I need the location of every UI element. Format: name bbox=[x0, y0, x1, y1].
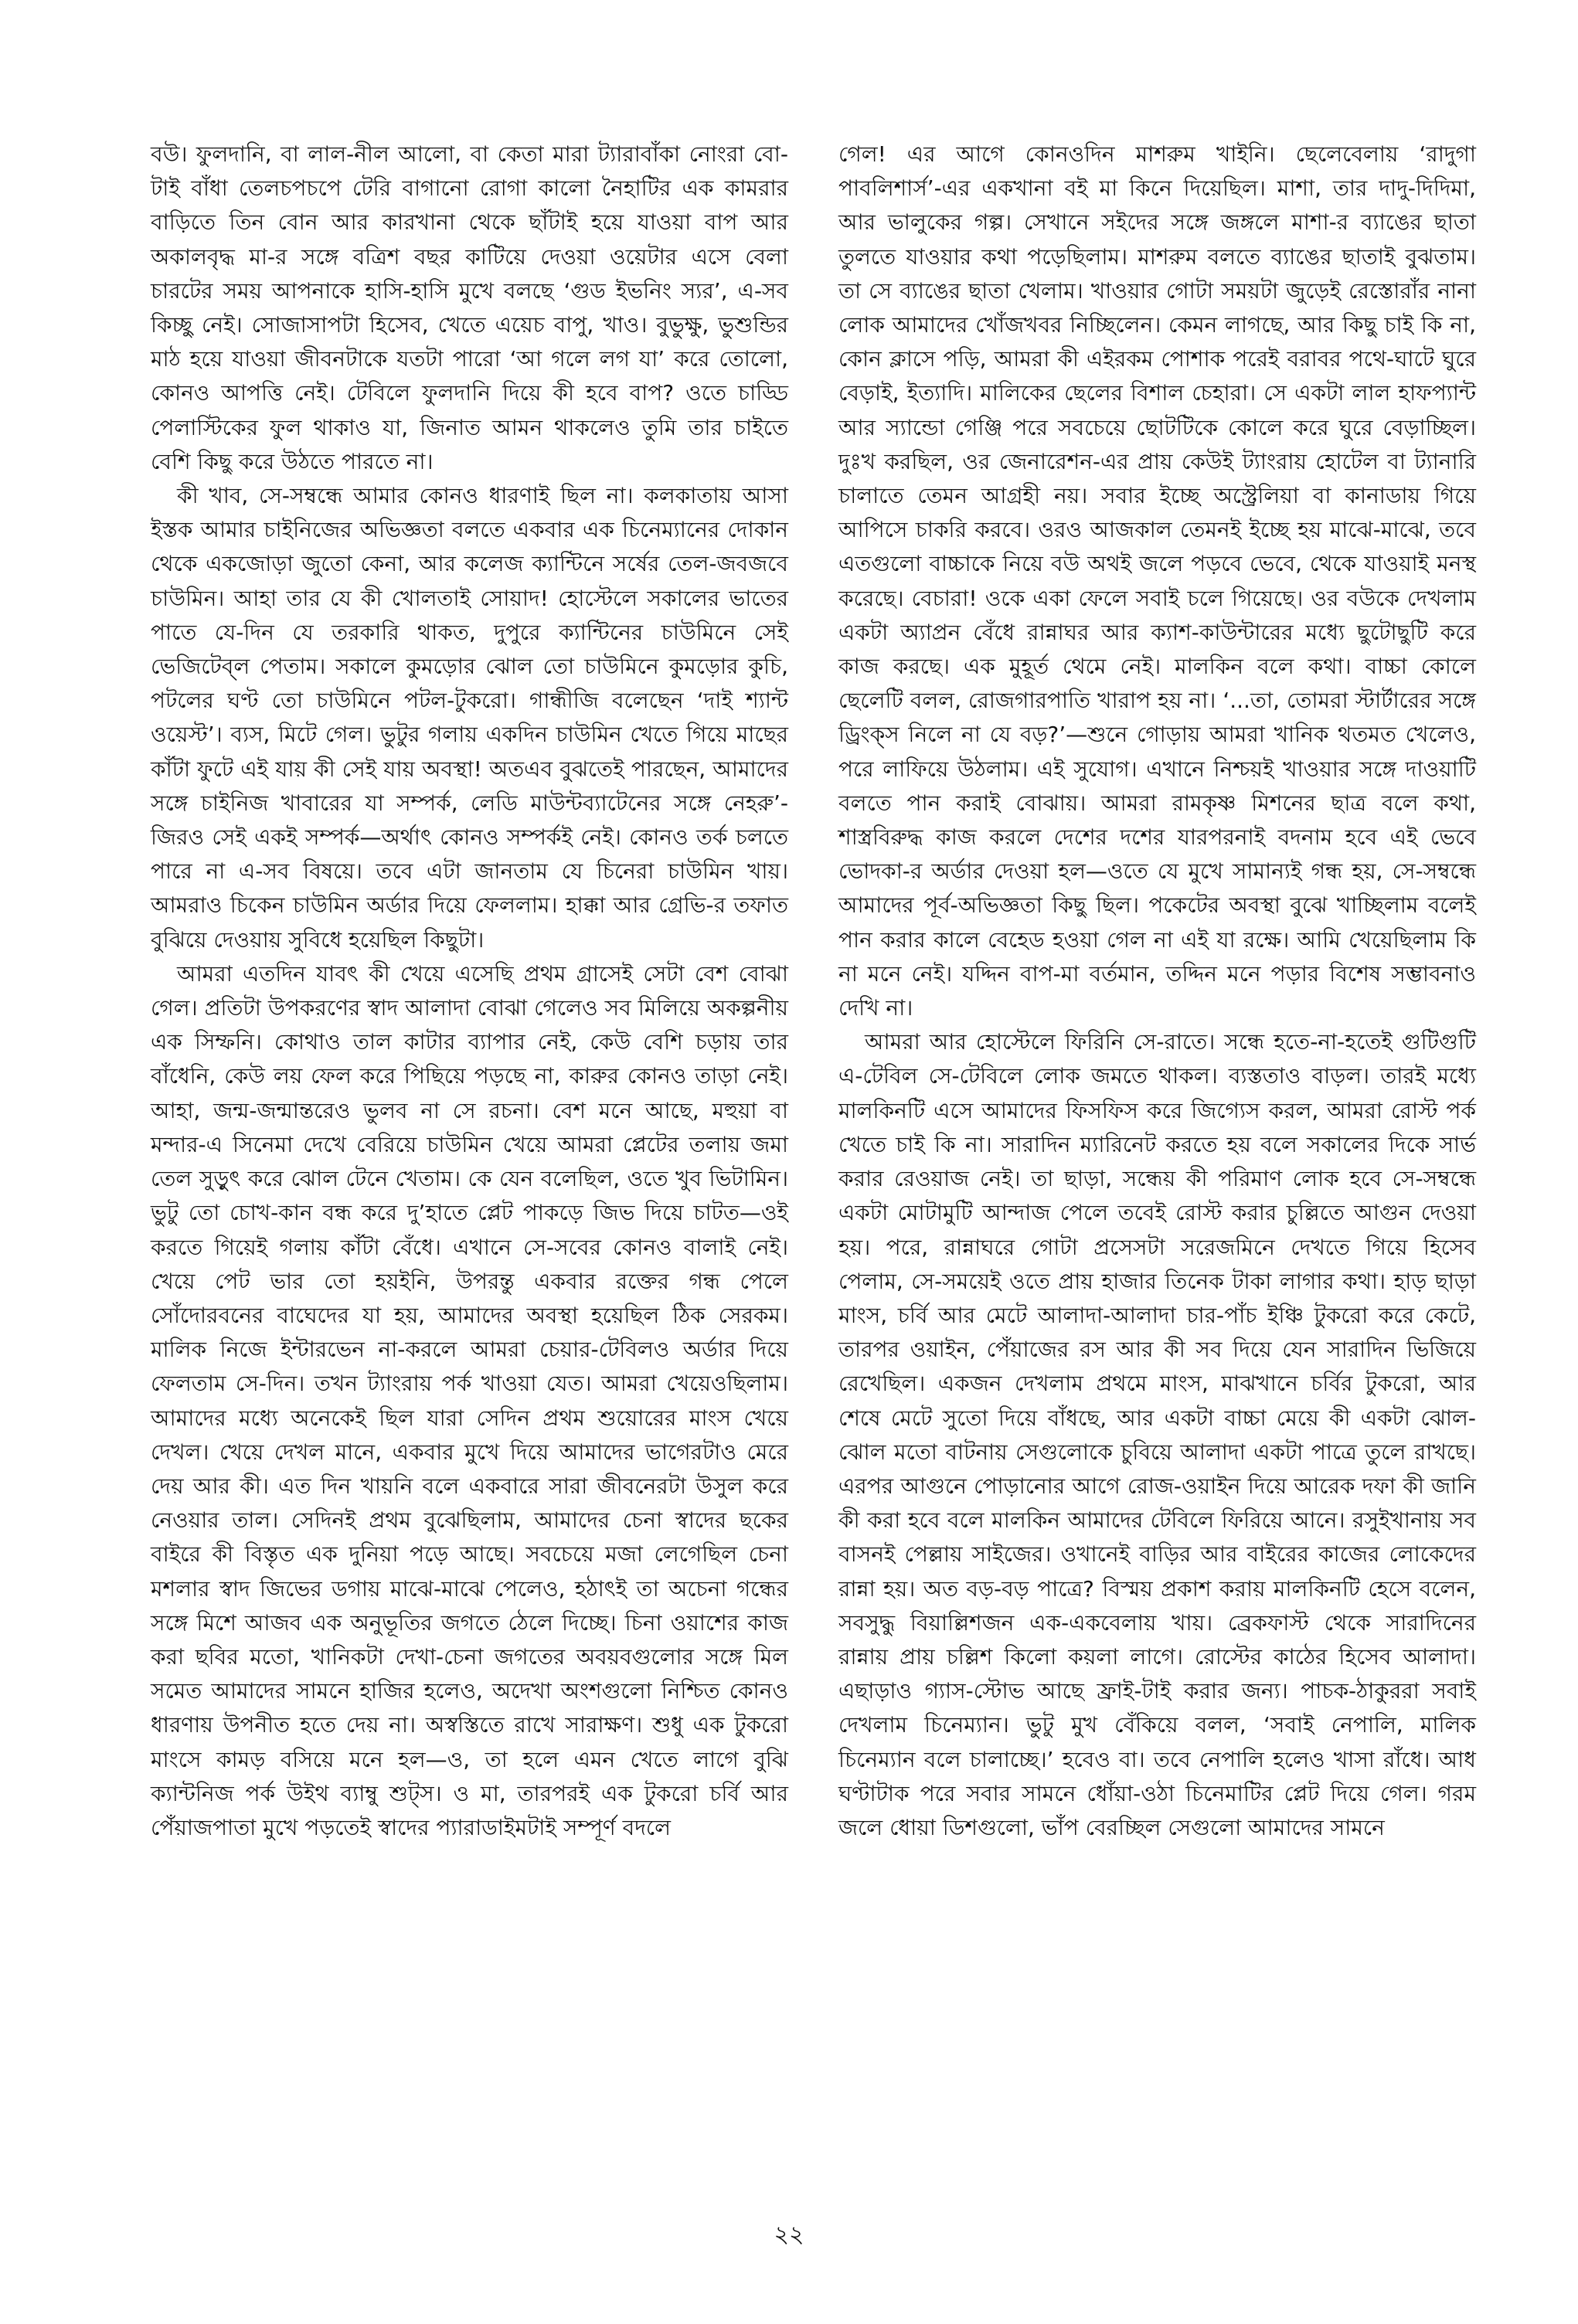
paragraph: আমরা এতদিন যাবৎ কী খেয়ে এসেছি প্রথম গ্রাসেই সেটা বেশ বোঝা গেল। প্রতিটা উপকরণের স্বাদ আলাদা বোঝা গেলেও সব মিলিয়ে অকল্পনীয় এক সিম্ফনি। কোথাও তাল কাটার ব্যাপার নেই, কেউ বেশি চড়ায় তার বাঁধেনি, কেউ লয় ফেল করে পিছিয়ে পড়ছে না, কারুর কোনও তাড়া নেই। আহা, জন্ম-জন্মান্তরেও ভুলব না সে রচনা। বেশ মনে আছে, মহুয়া বা মন্দার-এ সিনেমা দেখে বেরিয়ে চাউমিন খেয়ে আমরা প্লেটের তলায় জমা তেল সুড়ুৎ করে ঝোল টেনে খেতাম। কে যেন বলেছিল, ওতে খুব ভিটামিন। ভুটু তো চোখ-কান বন্ধ করে দু’হাতে প্লেট পাকড়ে জিভ দিয়ে চাটত—ওই করতে গিয়েই গলায় কাঁটা বেঁধে। এখানে সে-সবের কোনও বালাই নেই। খেয়ে পেট ভার তো হয়ইনি, উপরন্তু একবার রক্তের গন্ধ পেলে সোঁদোরবনের বাঘেদের যা হয়, আমাদের অবস্থা হয়েছিল ঠিক সেরকম। মালিক নিজে ইন্টারভেন না-করলে আমরা চেয়ার-টেবিলও অর্ডার দিয়ে ফেলতাম সে-দিন। তখন ট্যাংরায় পর্ক খাওয়া যেত। আমরা খেয়েওছিলাম। আমাদের মধ্যে অনেকেই ছিল যারা সেদিন প্রথম শুয়োরের মাংস খেয়ে দেখল। খেয়ে দেখল মানে, একবার মুখে দিয়ে আমাদের ভাগেরটাও মেরে দেয় আর কী। এত দিন খায়নি বলে একবারে সারা জীবনেরটা উসুল করে নেওয়ার তাল। সেদিনই প্রথম বুঝেছিলাম, আমাদের চেনা স্বাদের ছকের বাইরে কী বিস্তৃত এক দুনিয়া পড়ে আছে। সবচেয়ে মজা লেগেছিল চেনা মশলার স্বাদ জিভের ডগায় মাঝে-মাঝে পেলেও, হঠাৎই তা অচেনা গন্ধের সঙ্গে মিশে আজব এক অনুভূতির জগতে ঠেলে দিচ্ছে। চিনা ওয়াশের কাজ করা ছবির মতো, খানিকটা দেখা-চেনা জগতের অবয়বগুলোর সঙ্গে মিল সমেত আমাদের সামনে হাজির হলেও, অদেখা অংশগুলো নিশ্চিত কোনও ধারণায় উপনীত হতে দেয় না। অস্বস্তিতে রাখে সারাক্ষণ। শুধু এক টুকরো মাংসে কামড় বসিয়ে মনে হল—ও, তা হলে এমন খেতে লাগে বুঝি ক্যান্টনিজ পর্ক উইথ ব্যাম্বু শুট্‌স। ও মা, তারপরই এক টুকরো চর্বি আর পেঁয়াজপাতা মুখে পড়তেই স্বাদের প্যারাডাইমটাই সম্পূর্ণ বদলে bbox=[151, 960, 788, 1840]
paragraph: আমরা আর হোস্টেলে ফিরিনি সে-রাতে। সন্ধে হতে-না-হতেই গুটিগুটি এ-টেবিল সে-টেবিলে লোক জমতে থাকল। ব্যস্ততাও বাড়ল। তারই মধ্যে মালকিনটি এসে আমাদের ফিসফিস করে জিগ্যেস করল, আমরা রোস্ট পর্ক খেতে চাই কি না। সারাদিন ম্যারিনেট করতে হয় বলে সকালের দিকে সার্ভ করার রেওয়াজ নেই। তা ছাড়া, সন্ধেয় কী পরিমাণ লোক হবে সে-সম্বন্ধে একটা মোটামুটি আন্দাজ পেলে তবেই রোস্ট করার চুল্লিতে আগুন দেওয়া হয়। পরে, রান্নাঘরে গোটা প্রসেসটা সরেজমিনে দেখতে গিয়ে হিসেব পেলাম, সে-সময়েই ওতে প্রায় হাজার তিনেক টাকা লাগার কথা। হাড় ছাড়া মাংস, চর্বি আর মেটে আলাদা-আলাদা চার-পাঁচ ইঞ্চি টুকরো করে কেটে, তারপর ওয়াইন, পেঁয়াজের রস আর কী সব দিয়ে যেন সারাদিন ভিজিয়ে রেখেছিল। একজন দেখলাম প্রথমে মাংস, মাঝখানে চর্বির টুকরো, আর শেষে মেটে সুতো দিয়ে বাঁধছে, আর একটা বাচ্চা মেয়ে কী একটা ঝোল-ঝোল মতো বাটনায় সেগুলোকে চুবিয়ে আলাদা একটা পাত্রে তুলে রাখছে। এরপর আগুনে পোড়ানোর আগে রোজ-ওয়াইন দিয়ে আরেক দফা কী জানি কী করা হবে বলে মালকিন আমাদের টেবিলে ফিরিয়ে আনে। রসুইখানায় সব বাসনই পেল্লায় সাইজের। ওখানেই বাড়ির আর বাইরের কাজের লোকেদের রান্না হয়। অত বড়-বড় পাত্রে? বিস্ময় প্রকাশ করায় মালকিনটি হেসে বলেন, সবসুদ্ধু বিয়াল্লিশজন এক-একবেলায় খায়। ব্রেকফাস্ট থেকে সারাদিনের রান্নায় প্রায় চল্লিশ কিলো কয়লা লাগে। রোস্টের কাঠের হিসেব আলাদা। এছাড়াও গ্যাস-স্টোভ আছে ফ্রাই-টাই করার জন্য। পাচক-ঠাকুররা সবাই দেখলাম চিনেম্যান। ভুটু মুখ বেঁকিয়ে বলল, ‘সবাই নেপালি, মালিক চিনেম্যান বলে চালাচ্ছে।’ হবেও বা। তবে নেপালি হলেও খাসা রাঁধে। আধ ঘণ্টাটাক পরে সবার সামনে ধোঁয়া-ওঠা চিনেমাটির প্লেট দিয়ে গেল। গরম জলে ধোয়া ডিশগুলো, ভাঁপ বেরচ্ছিল সেগুলো আমাদের সামনে bbox=[838, 1029, 1476, 1840]
page-number: ২২ bbox=[774, 2221, 804, 2248]
paragraph: কী খাব, সে-সম্বন্ধে আমার কোনও ধারণাই ছিল না। কলকাতায় আসা ইস্তক আমার চাইনিজের অভিজ্ঞতা বলতে একবার এক চিনেম্যানের দোকান থেকে একজোড়া জুতো কেনা, আর কলেজ ক্যান্টিনে সর্ষের তেল-জবজবে চাউমিন। আহা তার যে কী খোলতাই সোয়াদ! হোস্টেলে সকালের ভাতের পাতে যে-দিন যে তরকারি থাকত, দুপুরে ক্যান্টিনের চাউমিনে সেই ভেজিটেব্‌ল পেতাম। সকালে কুমড়োর ঝোল তো চাউমিনে কুমড়োর কুচি, পটলের ঘণ্ট তো চাউমিনে পটল-টুকরো। গান্ধীজি বলেছেন ‘দাই শ্যান্ট ওয়েস্ট’। ব্যস, মিটে গেল। ভুটুর গলায় একদিন চাউমিন খেতে গিয়ে মাছের কাঁটা ফুটে এই যায় কী সেই যায় অবস্থা! অতএব বুঝতেই পারছেন, আমাদের সঙ্গে চাইনিজ খাবারের যা সম্পর্ক, লেডি মাউন্টব্যাটেনের সঙ্গে নেহরু’-জিরও সেই একই সম্পর্ক—অর্থাৎ কোনও সম্পর্কই নেই। কোনও তর্ক চলতে পারে না এ-সব বিষয়ে। তবে এটা জানতাম যে চিনেরা চাউমিন খায়। আমরাও চিকেন চাউমিন অর্ডার দিয়ে ফেললাম। হাক্কা আর গ্রেভি-র তফাত বুঝিয়ে দেওয়ায় সুবিধে হয়েছিল কিছুটা। bbox=[151, 483, 788, 953]
left-text-column bbox=[151, 138, 788, 1845]
right-text-column bbox=[838, 138, 1476, 1845]
paragraph: গেল! এর আগে কোনওদিন মাশরুম খাইনি। ছেলেবেলায় ‘রাদুগা পাবলিশার্স’-এর একখানা বই মা কিনে দিয়েছিল। মাশা, তার দাদু-দিদিমা, আর ভালুকের গল্প। সেখানে সইদের সঙ্গে জঙ্গলে মাশা-র ব্যাঙের ছাতা তুলতে যাওয়ার কথা পড়েছিলাম। মাশরুম বলতে ব্যাঙের ছাতাই বুঝতাম। তা সে ব্যাঙের ছাতা খেলাম। খাওয়ার গোটা সময়টা জুড়েই রেস্তোরাঁর নানা লোক আমাদের খোঁজখবর নিচ্ছিলেন। কেমন লাগছে, আর কিছু চাই কি না, কোন ক্লাসে পড়ি, আমরা কী এইরকম পোশাক পরেই বরাবর পথে-ঘাটে ঘুরে বেড়াই, ইত্যাদি। মালিকের ছেলের বিশাল চেহারা। সে একটা লাল হাফপ্যান্ট আর স্যান্ডো গেঞ্জি পরে সবচেয়ে ছোটটিকে কোলে করে ঘুরে বেড়াচ্ছিল। দুঃখ করছিল, ওর জেনারেশন-এর প্রায় কেউই ট্যাংরায় হোটেল বা ট্যানারি চালাতে তেমন আগ্রহী নয়। সবার ইচ্ছে অস্ট্রেলিয়া বা কানাডায় গিয়ে আপিসে চাকরি করবে। ওরও আজকাল তেমনই ইচ্ছে হয় মাঝে-মাঝে, তবে এতগুলো বাচ্চাকে নিয়ে বউ অথই জলে পড়বে ভেবে, থেকে যাওয়াই মনস্থ করেছে। বেচারা! ওকে একা ফেলে সবাই চলে গিয়েছে। ওর বউকে দেখলাম একটা অ্যাপ্রন বেঁধে রান্নাঘর আর ক্যাশ-কাউন্টারের মধ্যে ছুটোছুটি করে কাজ করছে। এক মুহূর্ত থেমে নেই। মালকিন বলে কথা। বাচ্চা কোলে ছেলেটি বলল, রোজগারপাতি খারাপ হয় না। ‘...তা, তোমরা স্টার্টারের সঙ্গে ড্রিংক্‌স নিলে না যে বড়?’—শুনে গোড়ায় আমরা খানিক থতমত খেলেও, পরে লাফিয়ে উঠলাম। এই সুযোগ। এখানে নিশ্চয়ই খাওয়ার সঙ্গে দাওয়াটি বলতে পান করাই বোঝায়। আমরা রামকৃষ্ণ মিশনের ছাত্র বলে কথা, শাস্ত্রবিরুদ্ধ কাজ করলে দেশের দশের যারপরনাই বদনাম হবে এই ভেবে ভোদকা-র অর্ডার দেওয়া হল—ওতে যে মুখে সামান্যই গন্ধ হয়, সে-সম্বন্ধে আমাদের পূর্ব-অভিজ্ঞতা কিছু ছিল। পকেটের অবস্থা বুঝে খাচ্ছিলাম বলেই পান করার কালে বেহেড হওয়া গেল না এই যা রক্ষে। আমি খেয়েছিলাম কি না মনে নেই। যদ্দিন বাপ-মা বর্তমান, তদ্দিন মনে পড়ার বিশেষ সম্ভাবনাও দেখি না। bbox=[838, 141, 1476, 1021]
paragraph: বউ। ফুলদানি, বা লাল-নীল আলো, বা কেতা মারা ট্যারাবাঁকা নোংরা বো-টাই বাঁধা তেলচপচপে টেরি বাগানো রোগা কালো নৈহাটির এক কামরার বাড়িতে তিন বোন আর কারখানা থেকে ছাঁটাই হয়ে যাওয়া বাপ আর অকালবৃদ্ধ মা-র সঙ্গে বত্রিশ বছর কাটিয়ে দেওয়া ওয়েটার এসে বেলা চারটের সময় আপনাকে হাসি-হাসি মুখে বলছে ‘গুড ইভনিং স্যর’, এ-সব কিচ্ছু নেই। সোজাসাপটা হিসেব, খেতে এয়েচ বাপু, খাও। বুভুক্ষু, ভুশুন্ডির মাঠ হয়ে যাওয়া জীবনটাকে যতটা পারো ‘আ গলে লগ যা’ করে তোলো, কোনও আপত্তি নেই। টেবিলে ফুলদানি দিয়ে কী হবে বাপ? ওতে চাড্ডি পেলাস্টিকের ফুল থাকাও যা, জিনাত আমন থাকলেও তুমি তার চাইতে বেশি কিছু করে উঠতে পারতে না। bbox=[151, 141, 788, 474]
